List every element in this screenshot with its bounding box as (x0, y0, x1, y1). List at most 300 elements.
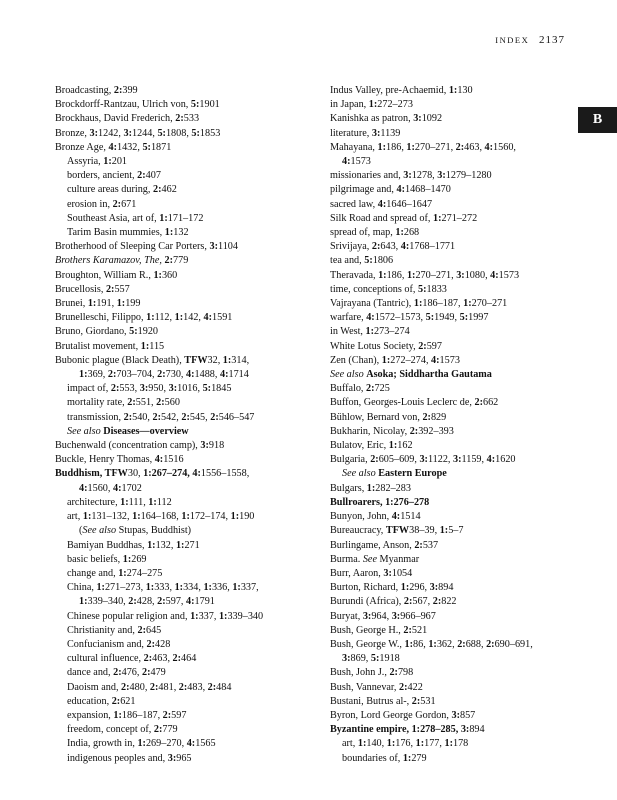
letter-tab: B (578, 107, 617, 133)
entry-text: 597 (426, 340, 442, 352)
entry-text: Brockhaus, David Frederich, (55, 113, 176, 125)
entry-text: 531 (420, 695, 436, 707)
entry-text: 597, (165, 596, 186, 608)
entry-text: 164–168, (140, 511, 182, 523)
entry-text: 798 (397, 667, 414, 679)
entry-text: 1: (439, 525, 449, 537)
index-entry (55, 567, 325, 581)
index-entry (330, 127, 570, 141)
entry-text: Bronze, (55, 127, 90, 139)
index-entry (330, 240, 570, 254)
entry-text: 857 (459, 709, 476, 721)
entry-text: Mahayana, (330, 141, 378, 153)
entry-text: 484 (216, 681, 232, 693)
index-entry (55, 752, 325, 766)
entry-text: 4: (400, 241, 410, 253)
entry-text: 1016, (177, 383, 203, 395)
entry-text: 1572–1573, (374, 312, 426, 324)
index-entry (55, 141, 325, 155)
entry-text: 1104 (217, 241, 238, 253)
entry-text: art, (67, 511, 83, 523)
entry-text: Chinese popular religion and, (67, 610, 191, 622)
entry-text: 178 (452, 738, 469, 750)
index-entry (55, 666, 325, 680)
entry-text: 964, (371, 610, 392, 622)
entry-text: 2: (153, 724, 163, 736)
index-entry (55, 212, 325, 226)
entry-text: impact of, (67, 383, 111, 395)
index-entry (330, 524, 570, 538)
entry-text: 2: (370, 454, 379, 466)
entry-text: 551, (135, 397, 157, 409)
entry-text: 1: (368, 99, 378, 111)
entry-text: sacred law, (330, 198, 378, 210)
entry-text: 966–967 (400, 610, 436, 622)
entry-text: 1: (122, 553, 132, 565)
entry-text: 362, (436, 638, 458, 650)
entry-text: 1: (463, 298, 472, 310)
index-entry (55, 695, 325, 709)
entry-text: 186, (386, 269, 407, 281)
entry-text: 1: (145, 582, 155, 594)
entry-text: 3: (209, 241, 218, 253)
entry-text: 480, (129, 681, 150, 693)
entry-text: missionaries and, (330, 170, 404, 182)
index-entry (55, 453, 325, 467)
entry-text: See also (82, 525, 117, 537)
entry-text: 725 (374, 383, 390, 395)
entry-text: 172–174, (189, 511, 231, 523)
index-entry (55, 524, 325, 538)
index-entry (330, 226, 570, 240)
entry-text: 186, (386, 141, 407, 153)
entry-text: 1853 (199, 127, 221, 139)
entry-text: Bush, George W., (330, 638, 405, 650)
entry-text: White Lotus Society, (330, 340, 419, 352)
entry-text: 2: (366, 383, 375, 395)
index-entry (330, 723, 570, 737)
entry-text: 2: (137, 170, 146, 182)
entry-text: 1: (406, 141, 415, 153)
entry-text: 1949, (434, 312, 460, 324)
entry-text: in West, (330, 326, 366, 338)
entry-text: 140, (366, 738, 387, 750)
entry-text: 2: (457, 638, 466, 650)
entry-text: Bureaucracy, (330, 525, 386, 537)
entry-text: 130 (457, 85, 473, 96)
entry-text: 2: (207, 681, 217, 693)
index-entry (330, 169, 570, 183)
entry-text: 333, (154, 582, 175, 594)
entry-text: 1768–1771 (409, 241, 456, 253)
entry-text: 1: (433, 212, 442, 224)
index-entry (330, 624, 570, 638)
entry-text: Bulgaria, (330, 454, 371, 466)
index-entry (330, 737, 570, 751)
index-entry (55, 297, 325, 311)
entry-text: Bamiyan Buddhas, (67, 539, 148, 551)
entry-text: Bronze Age, (55, 141, 109, 153)
index-entry (55, 382, 325, 396)
index-entry (55, 254, 325, 268)
entry-text: 1432, (116, 141, 143, 153)
entry-text: Burma. (330, 553, 363, 565)
entry-text: 1: (365, 326, 374, 338)
entry-text: 1918 (379, 653, 400, 665)
entry-text: 1: (406, 269, 416, 281)
entry-text: Broughton, William R., (55, 269, 154, 281)
entry-text: 296, (409, 582, 430, 594)
entry-text: 545, (189, 411, 211, 423)
entry-text: 537 (422, 539, 439, 551)
entry-text: Buchenwald (concentration camp), (55, 440, 201, 452)
index-entry (330, 269, 570, 283)
entry-text: 688, (465, 638, 487, 650)
entry-text: 829 (430, 411, 447, 423)
entry-text: 1: (96, 582, 105, 594)
entry-text: 132 (173, 227, 189, 239)
entry-text: 1122, (427, 454, 454, 466)
entry-text: 2: (105, 283, 115, 295)
entry-text: 428 (155, 638, 171, 650)
entry-text: 1: (404, 638, 414, 650)
entry-text: 1: (103, 156, 112, 168)
entry-text: Brunei, (55, 298, 88, 310)
entry-text: 2: (181, 411, 190, 423)
entry-text: See also (330, 369, 364, 381)
entry-text: 1: (137, 738, 146, 750)
entry-text: 464 (181, 653, 197, 665)
entry-text: 2: (486, 638, 495, 650)
entry-text: 4: (108, 141, 117, 153)
entry-text: 4: (342, 156, 351, 168)
entry-text: 132, (155, 539, 176, 551)
entry-text: 428, (136, 596, 158, 608)
entry-text: 2: (409, 425, 419, 437)
entry-text: architecture, (67, 496, 121, 508)
entry-text: 5: (418, 283, 427, 295)
entry-text: 2: (371, 241, 381, 253)
entry-text: freedom, concept of, (67, 724, 154, 736)
index-entry (330, 98, 570, 112)
entry-text: 162 (397, 440, 413, 452)
entry-text: 112, (154, 312, 175, 324)
index-entry (330, 510, 570, 524)
index-entry (330, 325, 570, 339)
index-entry (55, 269, 325, 283)
entry-text: 533 (183, 113, 200, 125)
entry-text: 4: (203, 312, 212, 324)
entry-text: 2: (156, 397, 165, 409)
entry-text: 5: (190, 99, 200, 111)
entry-text: 3: (403, 170, 412, 182)
index-entry (330, 610, 570, 624)
entry-text: 690–691, (494, 638, 533, 650)
index-entry (55, 411, 325, 425)
entry-text: 3: (391, 610, 401, 622)
entry-text: 4: (192, 468, 201, 480)
entry-text: Bulatov, Eric, (330, 440, 389, 452)
entry-text: 1: (218, 610, 228, 622)
entry-text: 191, (96, 298, 117, 310)
index-entry (55, 127, 325, 141)
entry-text: Eastern Europe (378, 468, 447, 480)
entry-text: 1702 (121, 482, 142, 494)
entry-text: 5: (425, 312, 435, 324)
entry-text: 463, (152, 653, 173, 665)
entry-text: 272–274, (390, 354, 432, 366)
entry-text: 177, (424, 738, 445, 750)
entry-text: 560 (164, 397, 180, 409)
entry-text: 1: (386, 738, 396, 750)
entry-text: 278–285, (420, 724, 461, 736)
entry-text: 918 (208, 440, 225, 452)
entry-text: 462 (161, 184, 177, 196)
entry-text: 1901 (199, 99, 220, 111)
index-entry (330, 354, 570, 368)
entry-text: 4: (396, 184, 405, 196)
entry-text: See also (67, 425, 101, 437)
entry-text: Burlingame, Anson, (330, 539, 415, 551)
entry-text: 1: (448, 85, 458, 96)
entry-text: Brockdorff-Rantzau, Ulrich von, (55, 99, 191, 111)
entry-text: 1: (232, 582, 241, 594)
entry-text: cultural influence, (67, 653, 144, 665)
entry-text: dance and, (67, 667, 114, 679)
entry-text: 703–704, (116, 369, 158, 381)
entry-text: TFW (385, 525, 410, 537)
entry-text: 3: (456, 269, 465, 281)
entry-text: Bruno, Giordano, (55, 326, 130, 338)
entry-text: Bubonic plague (Black Death), (55, 354, 185, 366)
entry-text: 4: (377, 198, 387, 210)
entry-text: Buckle, Henry Thomas, (55, 454, 155, 466)
entry-text: 3: (371, 127, 381, 139)
entry-text: time, conceptions of, (330, 283, 418, 295)
entry-text: 267–274, (151, 468, 193, 480)
index-column-left (55, 84, 325, 766)
entry-text: art, (342, 738, 358, 750)
entry-text: 2: (403, 596, 413, 608)
entry-text: 1620 (495, 454, 516, 466)
index-entry (330, 212, 570, 226)
entry-text: 1997 (468, 312, 489, 324)
entry-text: 1080, (464, 269, 491, 281)
entry-text: 3: (419, 454, 428, 466)
entry-text: 894 (469, 724, 485, 736)
entry-text: Srivijaya, (330, 241, 372, 253)
index-entry (55, 624, 325, 638)
index-entry (330, 439, 570, 453)
entry-text: 1092 (421, 113, 443, 125)
index-entry (330, 453, 570, 467)
entry-text: Bush, John J., (330, 667, 390, 679)
index-entry (55, 84, 325, 98)
entry-text: 546–547 (218, 411, 255, 423)
entry-text: 3: (383, 567, 392, 579)
entry-text: 268 (403, 227, 420, 239)
entry-text: transmission, (67, 411, 124, 423)
entry-text: 1279–1280 (445, 170, 492, 182)
entry-text: mortality rate, (67, 397, 128, 409)
entry-text: ( (79, 525, 83, 537)
entry-text: 3: (139, 383, 149, 395)
entry-text: tea and, (330, 255, 365, 267)
entry-text: 2: (178, 681, 188, 693)
entry-text: erosion in, (67, 198, 113, 210)
entry-text: 1556–1558, (200, 468, 250, 480)
entry-text: 1: (174, 312, 184, 324)
entry-text: 5–7 (448, 525, 464, 537)
entry-text: Bullroarers, 1: (330, 496, 394, 508)
entry-text: Brucellosis, (55, 283, 106, 295)
entry-text: 4: (186, 596, 195, 608)
entry-text: 270–271 (471, 298, 508, 310)
entry-text: 1833 (426, 283, 447, 295)
entry-text: See (362, 553, 377, 565)
index-entry (330, 411, 570, 425)
entry-text: 1: (190, 610, 199, 622)
entry-text: 271–272 (441, 212, 478, 224)
entry-text: 1242, (98, 127, 124, 139)
entry-text: 1: (159, 212, 168, 224)
entry-text: 1714 (228, 369, 249, 381)
entry-text: 407 (145, 170, 161, 182)
entry-text: 1139 (380, 127, 401, 139)
entry-text: Assyria, (67, 156, 104, 168)
entry-text: 2: (141, 667, 151, 679)
index-entry (330, 652, 570, 666)
entry-text: 643, (380, 241, 401, 253)
entry-text: Confucianism and, (67, 638, 147, 650)
entry-text: 337, (240, 582, 259, 594)
entry-text: 557 (114, 283, 130, 295)
entry-text: 2: (414, 539, 423, 551)
entry-text: 1573 (439, 354, 460, 366)
entry-text: 1646–1647 (386, 198, 433, 210)
entry-text: 176, (395, 738, 416, 750)
entry-text: 1: (203, 582, 212, 594)
entry-text: 86, (413, 638, 429, 650)
entry-text: 5: (129, 326, 138, 338)
entry-text: 483, (187, 681, 208, 693)
entry-text: 4: (484, 141, 494, 153)
entry-text: 1: (153, 269, 162, 281)
entry-text: Theravada, (330, 269, 379, 281)
entry-text: Vajrayana (Tantric), (330, 298, 414, 310)
entry-text: 521 (411, 624, 428, 636)
entry-text: warfare, (330, 312, 367, 324)
entry-text: 2: (418, 340, 427, 352)
entry-text: 1920 (137, 326, 159, 338)
entry-text: 4: (186, 738, 196, 750)
entry-text: 567, (412, 596, 433, 608)
entry-text: 2: (399, 681, 408, 693)
entry-text: 894 (438, 582, 454, 594)
index-entry (55, 681, 325, 695)
entry-text: 270–271, (415, 269, 457, 281)
index-entry (55, 311, 325, 325)
entry-text: 4: (79, 482, 88, 494)
entry-text: 2: (113, 667, 122, 679)
entry-text: 2: (164, 255, 174, 267)
index-entry (330, 482, 570, 496)
entry-text: 2: (143, 653, 153, 665)
entry-text: 276–278 (393, 496, 430, 508)
index-entry (55, 467, 325, 481)
entry-text: 1468–1470 (404, 184, 451, 196)
entry-text: 3: (413, 113, 422, 125)
entry-text: 2: (111, 695, 121, 707)
entry-text: 360 (161, 269, 178, 281)
page-number: 2137 (539, 34, 565, 46)
entry-text: 1: (395, 227, 404, 239)
entry-text: 3: (451, 709, 460, 721)
entry-text: 1278, (411, 170, 438, 182)
index-entry (55, 169, 325, 183)
entry-text: 32, (207, 354, 223, 366)
index-entry (330, 539, 570, 553)
entry-text: 337, (198, 610, 219, 622)
entry-text: Zen (Chan), (330, 354, 382, 366)
index-entry (55, 510, 325, 524)
entry-text: Buryat, (330, 610, 363, 622)
entry-text: Bush, George H., (330, 624, 404, 636)
index-entry (55, 354, 325, 368)
entry-text: 1: (79, 369, 88, 381)
entry-text: Indus Valley, pre-Achaemid, (330, 85, 449, 96)
entry-text: 5: (157, 127, 166, 139)
entry-text: 3: (123, 127, 132, 139)
entry-text: 274–275 (126, 567, 163, 579)
entry-text: 1: (132, 511, 141, 523)
entry-text: 1871 (150, 141, 172, 153)
entry-text: Kanishka as patron, (330, 113, 414, 125)
index-entry (330, 382, 570, 396)
entry-text: Bukharin, Nicolay, (330, 425, 410, 437)
entry-text: 3: (168, 383, 178, 395)
entry-text: 1: (444, 738, 453, 750)
entry-text: 5: (459, 312, 469, 324)
entry-text: 1: (413, 298, 423, 310)
entry-text: 199 (125, 298, 141, 310)
entry-text: 4: (431, 354, 440, 366)
entry-text: 111, (128, 496, 149, 508)
index-entry (330, 695, 570, 709)
entry-text: Buffalo, (330, 383, 367, 395)
entry-text: 671 (121, 198, 137, 210)
entry-text: indigenous peoples and, (67, 752, 168, 764)
index-entry (330, 681, 570, 695)
entry-text: 1244, (131, 127, 158, 139)
entry-text: 645 (145, 624, 162, 636)
index-entry (55, 652, 325, 666)
entry-text: culture areas during, (67, 184, 153, 196)
entry-text: 38–39, (409, 525, 440, 537)
entry-text: literature, (330, 127, 372, 139)
index-entry (330, 183, 570, 197)
entry-text: China, (67, 582, 97, 594)
entry-text: See also (342, 468, 376, 480)
index-entry (55, 553, 325, 567)
index-entry (330, 141, 570, 155)
entry-text: 282–283 (375, 482, 411, 494)
entry-text: 270–271, (414, 141, 456, 153)
entry-text: 2: (149, 681, 159, 693)
entry-text: 553, (119, 383, 140, 395)
entry-text: 476, (121, 667, 142, 679)
entry-text: Bush, Vannevar, (330, 681, 400, 693)
